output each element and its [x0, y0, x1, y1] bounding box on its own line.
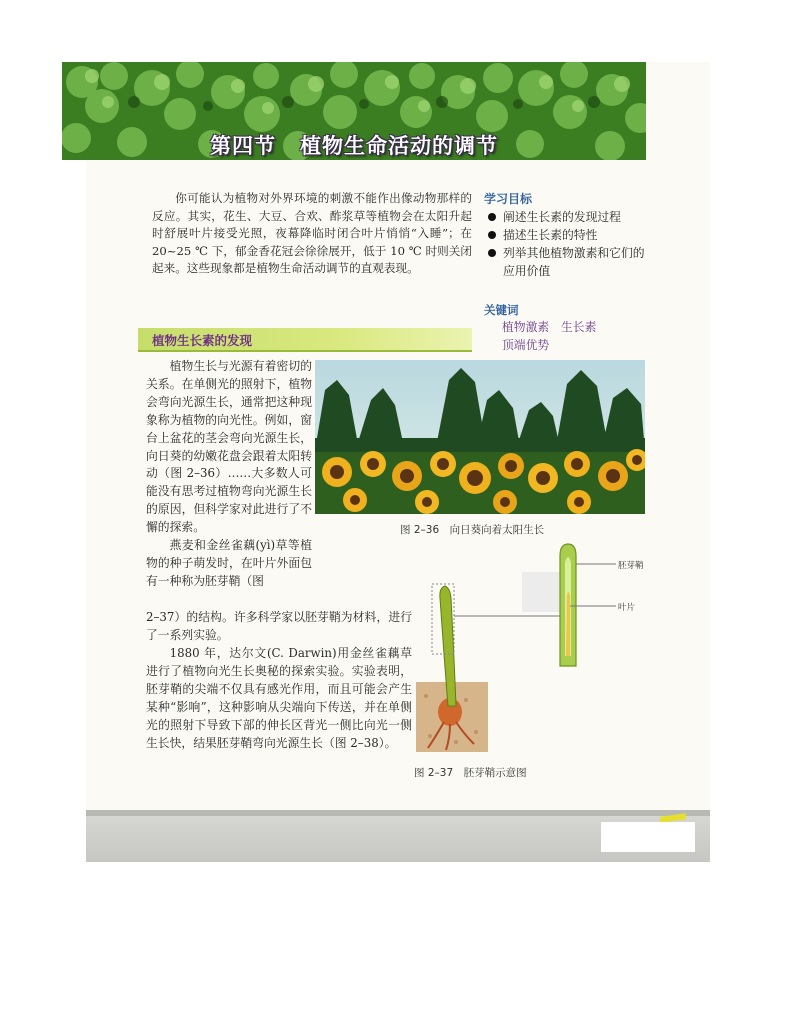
- coleoptile-illustration: [410, 536, 650, 756]
- paragraph-text: 1880 年，达尔文(C. Darwin)用金丝雀藕草进行了植物向光生长奥秘的探索实验。实验表明，胚芽鞘的尖端不仅具有感光作用，而且可能会产生某种“影响”，这种影响从尖端向下传送，并在单侧光的照射下导致下部的伸长区背光一侧比向光一侧生长快，结果胚芽鞘弯向光源生长（图 2–38）。: [146, 646, 412, 750]
- learning-goals-heading: 学习目标: [484, 192, 533, 206]
- learning-goal-item: 阐述生长素的发现过程: [486, 208, 656, 226]
- sunflower-field-image: [315, 360, 645, 514]
- footer-stripe: [86, 810, 710, 816]
- body-paragraph-3: [146, 609, 412, 645]
- sunflower-photo: [315, 360, 645, 514]
- paragraph-text: 燕麦和金丝雀藕(yì)草等植物的种子萌发时，在叶片外面包有一种称为胚芽鞘（图: [146, 538, 312, 588]
- keywords-heading: 关键词: [484, 303, 519, 317]
- paragraph-text: 植物生长与光源有着密切的关系。在单侧光的照射下，植物会弯向光源生长，通常把这种现象称为植物的向光性。例如，窗台上盆花的茎会弯向光源生长，向日葵的幼嫩花盘会跟着太阳转动（图 2–36）……大多数人可能没有思考过植物弯向光源生长的原因，但科学家对此进行了不懈的探索。: [146, 359, 312, 535]
- label-leaf: 叶片: [618, 603, 636, 613]
- keywords-line-1: 植物激素 生长素: [502, 320, 597, 334]
- section-title-text: 植物生命活动的调节: [300, 134, 498, 158]
- coleoptile-diagram: [410, 536, 650, 756]
- figure-caption-2-36: 图 2–36 向日葵向着太阳生长: [400, 524, 545, 536]
- paragraph-text: 2–37）的结构。许多科学家以胚芽鞘为材料，进行了一系列实验。: [146, 610, 412, 642]
- section-number: 第四节: [210, 134, 276, 158]
- intro-paragraph: 你可能认为植物对外界环境的刺激不能作出像动物那样的反应。其实，花生、大豆、合欢、酢浆草等植物会在太阳升起时舒展叶片接受光照，夜幕降临时闭合叶片悄悄“入睡”；在 20~25 ℃ 下，郁金香花冠会徐徐展开，低于 10 ℃ 时则关闭起来。这些现象都是植物生命活动调节的直观表现。: [152, 191, 472, 275]
- keywords-line-2: 顶端优势: [502, 338, 550, 352]
- page-number-box: [601, 822, 695, 852]
- body-paragraph-2: [146, 537, 312, 591]
- learning-goals-list: [486, 208, 656, 280]
- learning-goal-item: 列举其他植物激素和它们的应用价值: [486, 244, 656, 280]
- learning-goal-item: 描述生长素的特性: [486, 226, 656, 244]
- label-coleoptile: 胚芽鞘: [618, 561, 644, 571]
- subsection-heading-bar: [138, 328, 472, 352]
- subsection-heading: 植物生长素的发现: [152, 333, 253, 348]
- body-paragraph-4: [146, 645, 412, 752]
- header-banner: [62, 62, 646, 160]
- section-title: [62, 130, 646, 160]
- body-paragraph-1: [146, 358, 312, 537]
- figure-caption-2-37: 图 2–37 胚芽鞘示意图: [414, 767, 527, 779]
